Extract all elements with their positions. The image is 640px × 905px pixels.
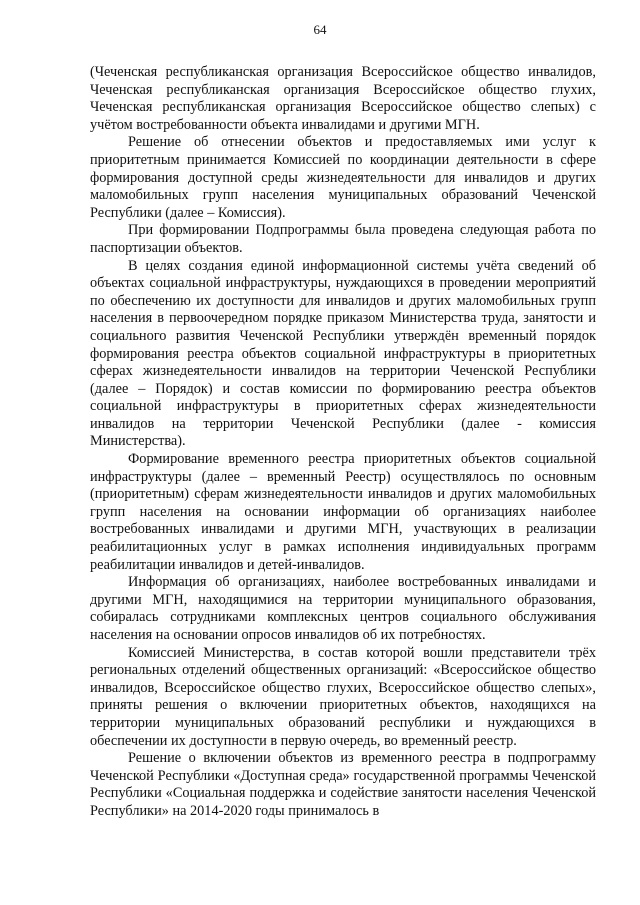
paragraph-temporary-registry: Формирование временного реестра приоритетных объектов социальной инфраструктуры (далее – временный Реестр) осуществлялось по основным (приоритетным) сферам жизнедеятельности инвалидов и других маломобильных групп населения на основании информации об организациях наиболее востребованных инвалидами и другими МГН, участвующих в реализации реабилитационных услуг в рамках исполнения индивидуальных программ реабилитации инвалидов и детей-инвалидов. — [90, 451, 596, 573]
paragraph-continuation: (Чеченская республиканская организация Всероссийское общество инвалидов, Чеченская республиканская организация Всероссийское общество глухих, Чеченская республиканская организация Всероссийское общество слепых) с учётом востребованности объекта инвалидами и другими МГН. — [90, 64, 596, 133]
body-text — [90, 64, 596, 821]
paragraph-organization-info: Информация об организациях, наиболее востребованных инвалидами и другими МГН, находящимися на территории муниципального образования, собиралась сотрудниками комплексных центров социального обслуживания населения на основании опросов инвалидов об их потребностях. — [90, 574, 596, 643]
paragraph-ministry-commission: Комиссией Министерства, в состав которой вошли представители трёх региональных отделений общественных организаций: «Всероссийское общество инвалидов, Всероссийское общество глухих, Всероссийское общество слепых», приняты решения о включении приоритетных объектов, находящихся на территории муниципальных образований республики и нуждающихся в обеспечении их доступности в первую очередь, во временный реестр. — [90, 644, 596, 749]
paragraph-information-system: В целях создания единой информационной системы учёта сведений об объектах социальной инфраструктуры, нуждающихся в проведении мероприятий по обеспечению их доступности для инвалидов и других маломобильных групп населения в первоочередном порядке приказом Министерства труда, занятости и социального развития Чеченской Республики утверждён временный порядок формирования реестра объектов социальной инфраструктуры в приоритетных сферах жизнедеятельности инвалидов на территории Чеченской Республики (далее – Порядок) и состав комиссии по формированию реестра объектов социальной инфраструктуры в приоритетных сферах жизнедеятельности инвалидов на территории Чеченской Республики (далее - комиссия Министерства). — [90, 257, 596, 450]
paragraph-commission-decision: Решение об отнесении объектов и предоставляемых ими услуг к приоритетным принимается Комиссией по координации деятельности в сфере формирования доступной среды жизнедеятельности для инвалидов и других маломобильных групп населения муниципальных образований Чеченской Республики (далее – Комиссия). — [90, 134, 596, 221]
paragraph-passportization: При формировании Подпрограммы была проведена следующая работа по паспортизации объектов. — [90, 222, 596, 256]
paragraph-inclusion-decision: Решение о включении объектов из временного реестра в подпрограмму Чеченской Республики «Доступная среда» государственной программы Чеченской Республики «Социальная поддержка и содействие занятости населения Чеченской Республики» на 2014-2020 годы принималось в — [90, 750, 596, 819]
page-number: 64 — [313, 22, 327, 37]
